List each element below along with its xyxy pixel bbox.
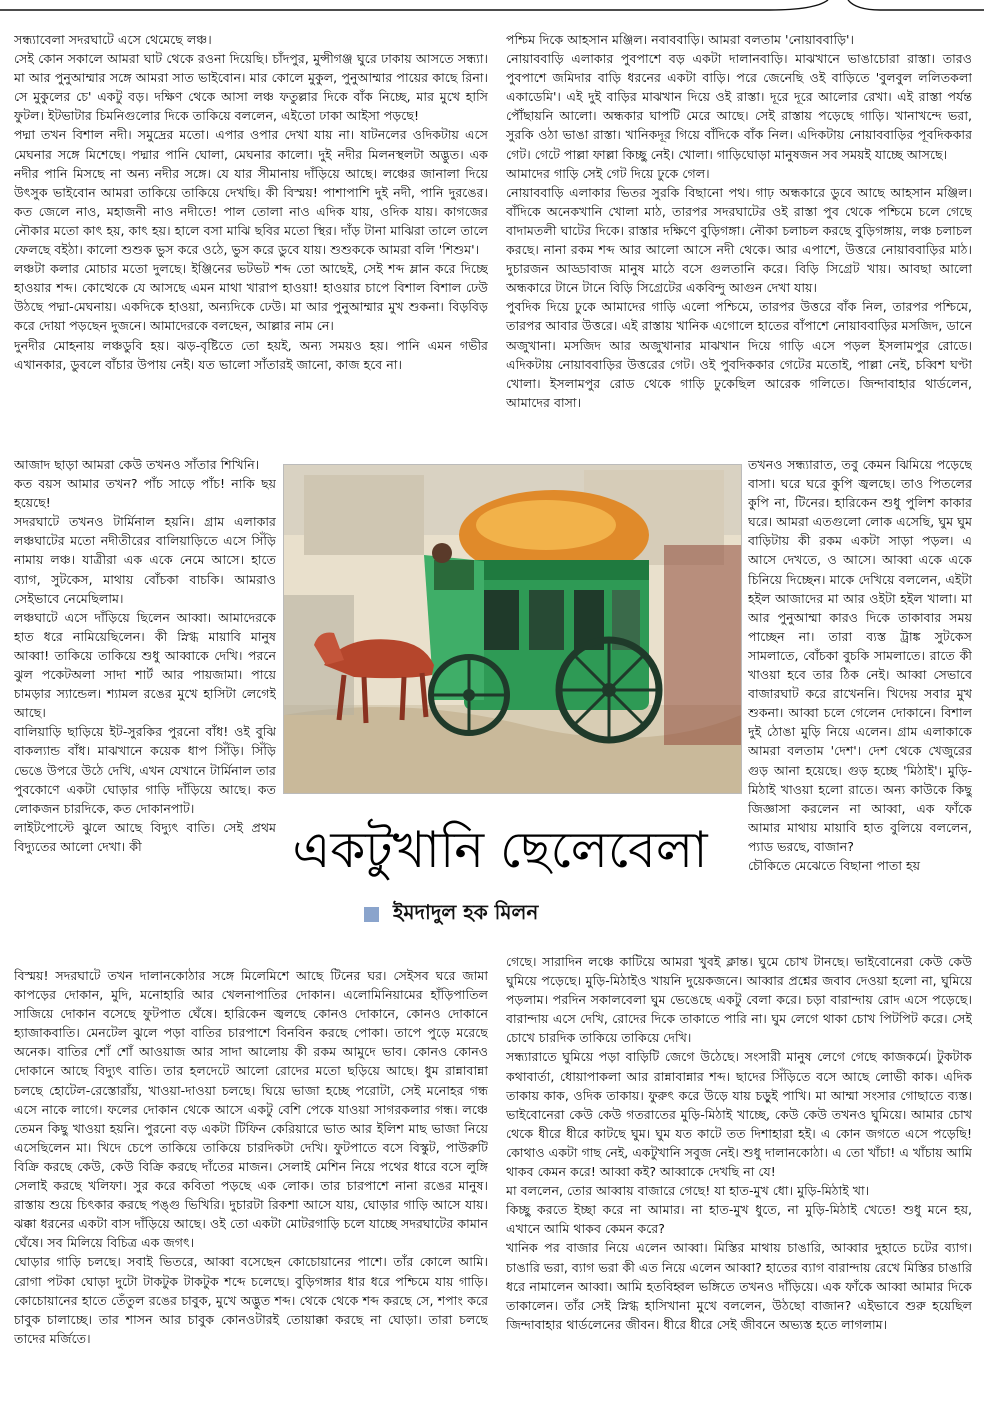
paragraph: আজাদ ছাড়া আমরা কেউ তখনও সাঁতার শিখিনি। <box>14 457 260 472</box>
paragraph: ঘোড়ার গাড়ি চলছে। সবাই ভিতরে, আব্বা বসেছেন কোচোয়ানের পাশে। তাঁর কোলে আমি। রোগা পটকা ঘোড়া দুটো টাকটুক টাকটুক শব্দে চলেছে। বুড়িগঙ্গার ধার ধরে পশ্চিমে যায় গাড়ি। কোচোয়ানের হাতে তেঁতুল রঙের চাবুক, মুখে অদ্ভুত শব্দ। থেকে থেকে শব্দ করছে সে, শপাং করে চাবুক চালাচ্ছে। তার শাসন আর চাবুক কোনওটারই তোয়াক্কা করছে না ঘোড়া। তারা চলছে তাদের মর্জিতে। <box>14 1254 488 1346</box>
paragraph: সেই কোন সকালে আমরা ঘাট থেকে রওনা দিয়েছি। চাঁদপুর, মুন্সীগঞ্জ ঘুরে ঢাকায় আসতে সন্ধ্যা। মা আর পুনুআম্মার সঙ্গে আমরা সাত ভাইবোন। মার কোলে মুকুল, পুনুআম্মার পায়ের কাছে রিনা। সে মুকুলের চে' একটু বড়। দক্ষিণ থেকে আসা লঞ্চ ফতুল্লার দিকে বাঁক নিচ্ছে, মার মুখে হাসি ফুটল। ইটভাটার চিমনিগুলোর দিকে তাকিয়ে বললেন, এইতো ঢাকা আইসা পড়ছে! <box>14 51 488 124</box>
paragraph: মা বললেন, তোর আব্বায় বাজারে গেছে! যা হাত-মুখ ধো। মুড়ি-মিঠাই খা। <box>506 1183 870 1199</box>
paragraph: নোয়াববাড়ি এলাকার ভিতর সুরকি বিছানো পথ। গাঢ় অন্ধকারে ডুবে আছে আহসান মঞ্জিল। বাঁদিকে অনেকখানি খোলা মাঠ, তারপর সদরঘাটের ওই রাস্তা পুব থেকে পশ্চিমে চলে গেছে বাদামতলী ঘাটের দিকে। রাস্তার দক্ষিণে বুড়িগঙ্গা। নৌকা চলাচল করছে বুড়িগঙ্গায়, লঞ্চ চলাচল করছে। নানা রকম শব্দ আর আলো আসে নদী থেকে। আর এপাশে, উত্তরে নোয়াববাড়ির মাঠ। দুচারজন আড্ডাবাজ মানুষ মাঠে বসে গুলতানি করে। বিড়ি সিগ্রেট খায়। আবছা আলো অন্ধকারে টানে টানে বিড়ি সিগ্রেটের একবিন্দু আগুন দেখা যায়। <box>506 184 972 296</box>
article-column-middle-left <box>14 455 276 975</box>
article-column-top-right <box>506 30 972 462</box>
author-name: ইমদাদুল হক মিলন <box>393 899 539 924</box>
article-column-top-left <box>14 30 488 462</box>
paragraph: বিস্ময়! সদরঘাটে তখন দালানকোঠার সঙ্গে মিলেমিশে আছে টিনের ঘর। সেইসব ঘরে জামা কাপড়ের দোকান, মুদি, মনোহারি আর খেলনাপাতির দোকান। এলোমিনিয়ামের হাঁড়িপাতিল সাজিয়ে দোকান বসেছে ফুটপাত ঘেঁষে। হারিকেন জ্বলছে কোনও দোকানে, কোনও দোকানে হ্যাজাকবাতি। মেনটেল ঝুলে পড়া বাতির চারপাশে বিনবিন করছে পোকা। তাপে পুড়ে মরেছে অনেক। বাতির শোঁ শোঁ আওয়াজ আর সাদা আলোয় কী রকম আমুদে ভাব। কোনও কোনও দোকানে আছে বিদ্যুৎ বাতি। তার হলদেটে আলো রোদের মতো ছড়িয়ে আছে। ধুম রান্নাবান্না চলছে হোটেল-রেস্তোরাঁয়, খাওয়া-দাওয়া চলছে। ঘিয়ে ভাজা হচ্ছে পরোটা, সেই মনোহর গন্ধ এসে নাকে লাগে। ফলের দোকান থেকে আসে একটু বেশি পেকে যাওয়া সাগরকলার গন্ধ। লঞ্চে তেমন কিছু খাওয়া হয়নি। পুরনো বড় একটা টিফিন কেরিয়ারে ভাত আর ইলিশ মাছ ভাজা নিয়ে এসেছিলেন মা। খিদে চেপে তাকিয়ে তাকিয়ে চারদিকটা দেখি। ফুটপাতে বসে বিস্কুট, পাউরুটি বিক্রি করছে কেউ, কেউ বিক্রি করছে দাঁতের মাজন। সেলাই মেশিন নিয়ে পথের ধারে বসে লুঙ্গি সেলাই করছে খলিফা। সুর করে কবিতা পড়ছে এক লোক। তার চারপাশে নানা রঙের মানুষ। রাস্তায় শুয়ে চিৎকার করছে পঙ্গু ভিখিরি। দুচারটা রিকশা আসে যায়, ঘোড়ার গাড়ি আসে যায়। ঝক্কা ধরনের একটা বাস দাঁড়িয়ে আছে। ওই তো একটা মোটরগাড়ি চলে যাচ্ছে সদরঘাটের কামান ঘেঁষে। সব মিলিয়ে বিচিত্র এক জগৎ। <box>14 968 488 1251</box>
carriage-illustration <box>283 464 742 794</box>
paragraph: বালিয়াড়ি ছাড়িয়ে ইট-সুরকির পুরনো বাঁধ! ওই বুঝি বাকল্যান্ড বাঁধ। মাঝখানে কয়েক ধাপ সিঁড়ি। সিঁড়ি ভেঙে উপরে উঠে দেখি, এখন যেখানে টার্মিনাল তার পুবকোণে একটা ঘোড়ার গাড়ি দাঁড়িয়ে আছে। কত লোকজন চারদিকে, কত দোকানপাট। <box>14 724 276 816</box>
paragraph: সন্ধ্যারাতে ঘুমিয়ে পড়া বাড়িটি জেগে উঠেছে। সংসারী মানুষ লেগে গেছে কাজকর্মে। টুকটাক কথাবার্তা, ধোয়াপাকলা আর রান্নাবান্নার শব্দ। ছাদের সিঁড়িতে বসে আছে লোভী কাক। এদিক তাকায় কাক, ওদিক তাকায়। ফুরুৎ করে উড়ে যায় চড়ুই পাখি। মা আম্মা সংসার গোছাতে ব্যস্ত। ভাইবোনেরা কেউ কেউ গতরাতের মুড়ি-মিঠাই খাচ্ছে, কেউ কেউ তখনও ঘুমিয়ে। আমার চোখ থেকে ধীরে ধীরে কাটছে ঘুম। ঘুম যত কাটে তত দিশাহারা হই। এ কোন জগতে এসে পড়েছি! কোথাও একটা গাছ নেই, একটুখানি সবুজ নেই। শুধু দালানকোঠা। এ তো খাঁচা! এ খাঁচায় আমি থাকব কেমন করে! আব্বা কই? আব্বাকে দেখছি না যে! <box>506 1049 972 1180</box>
paragraph: গেছে। সারাদিন লঞ্চে কাটিয়ে আমরা খুবই ক্লান্ত। ঘুমে চোখ টানছে। ভাইবোনেরা কেউ কেউ ঘুমিয়ে পড়েছে। মুড়ি-মিঠাইও খায়নি দুয়েকজনে। আব্বার প্রশ্নের জবাব দেওয়া হলো না, ঘুমিয়ে পড়লাম। পরদিন সকালবেলা ঘুম ভেঙেছে একটু বেলা করে। চড়া বারান্দায় রোদ এসে পড়েছে। বারান্দায় এসে দেখি, রোদের দিকে তাকাতে পারি না। ঘুম লেগে থাকা চোখ পিটপিট করে। সেই চোখে চারদিক তাকিয়ে তাকিয়ে দেখি। <box>506 954 972 1046</box>
paragraph: আমাদের গাড়ি সেই গেট দিয়ে ঢুকে গেল। <box>506 165 710 181</box>
paragraph: সন্ধ্যাবেলা সদরঘাটে এসে থেমেছে লঞ্চ। <box>14 32 212 47</box>
paragraph: সদরঘাটে তখনও টার্মিনাল হয়নি। গ্রাম এলাকার লঞ্চঘাটের মতো নদীতীরের বালিয়াড়িতে এসে সিঁড়ি নামায় লঞ্চ। যাত্রীরা এক একে নেমে আসে। হাতে ব্যাগ, সুটকেস, মাথায় বোঁচকা বাচকি। আমরাও সেইভাবে নেমেছিলাম। <box>14 514 276 606</box>
article-column-bottom-right <box>506 952 972 1384</box>
paragraph: নোয়াববাড়ি এলাকার পুবপাশে বড় একটা দালানবাড়ি। মাঝখানে ভাঙাচোরা রাস্তা। তারও পুবপাশে জমিদার বাড়ি ধরনের একটা বাড়ি। পরে জেনেছি ওই বাড়িতে 'বুলবুল ললিতকলা একাডেমি'। এই দুই বাড়ির মাঝখান দিয়ে ওই রাস্তা। দূরে দূরে আলোর রেখা। এই রাস্তা পর্যন্ত পৌঁছায়নি আলো। অন্ধকার ঘাপটি মেরে আছে। সেই রাস্তায় পড়েছে গাড়ি। খানাখন্দে ভরা, সুরকি ওঠা ভাঙা রাস্তা। খানিকদূর গিয়ে বাঁদিকে বাঁক নিল। এদিকটায় নোয়াববাড়ির পূবদিককার গেট। গেটে পাল্লা ফাল্লা কিচ্ছু নেই। খোলা। গাড়িঘোড়া মানুষজন সব সময়ই যাচ্ছে আসছে। <box>506 51 972 162</box>
paragraph: পুবদিক দিয়ে ঢুকে আমাদের গাড়ি এলো পশ্চিমে, তারপর উত্তরে বাঁক নিল, তারপর পশ্চিমে, তারপর আবার উত্তরে। এই রাস্তায় খানিক এগোলে হাতের বাঁপাশে নোয়াববাড়ির মসজিদ, ডানে অজুখানা। মসজিদ আর অজুখানার মাঝখান দিয়ে গাড়ি এসে পড়ল ইসলামপুর রোডে। এদিকটায় নোয়াববাড়ির উত্তরের গেট। ওই পুবদিককার গেটের মতোই, পাল্লা নেই, চব্বিশ ঘণ্টা খোলা। ইসলামপুর রোড থেকে গাড়ি ঢুকেছিল আরেক গলিতে। জিন্দাবাহার থার্ডলেন, আমাদের বাসা। <box>506 299 972 410</box>
paragraph: চৌকিতে মেঝেতে বিছানা পাতা হয় <box>748 857 921 873</box>
paragraph: লঞ্চঘাটে এসে দাঁড়িয়ে ছিলেন আব্বা। আমাদেরকে হাত ধরে নামিয়েছিলেন। কী স্নিগ্ধ মায়াবি মানুষ আব্বা! তাকিয়ে তাকিয়ে শুধু আব্বাকে দেখি। পরনে ঝুল পকেটঅলা সাদা শার্ট আর পায়জামা। পায়ে চামড়ার স্যান্ডেল। শ্যামল রঙের মুখে হাসিটা লেগেই আছে। <box>14 609 276 721</box>
paragraph: লঞ্চটা কলার মোচার মতো দুলছে। ইঞ্জিনের ভটভট শব্দ তো আছেই, সেই শব্দ ম্লান করে দিচ্ছে হাওয়ার শব্দ। কোত্থেকে যে আসছে এমন মাথা খারাপ হাওয়া! হাওয়ার চাপে বিশাল বিশাল ঢেউ উঠছে পদ্মা-মেঘনায়। একদিকে হাওয়া, অন্যদিকে ঢেউ। মা আর পুনুআম্মার মুখ শুকনা। বিড়বিড় করে দোয়া পড়ছেন দুজনে। আমাদেরকে বলছেন, আল্লার নাম নে। <box>14 261 488 334</box>
paragraph: পশ্চিম দিকে আহসান মঞ্জিল। নবাববাড়ি। আমরা বলতাম 'নোয়াববাড়ি'। <box>506 32 855 47</box>
paragraph: লাইটপোস্টে ঝুলে আছে বিদ্যুৎ বাতি। সেই প্রথম বিদ্যুতের আলো দেখা। কী <box>14 819 276 854</box>
paragraph: কিচ্ছু করতে ইচ্ছা করে না আমার। না হাত-মুখ ধুতে, না মুড়ি-মিঠাই খেতে! শুধু মনে হয়, এখানে আমি থাকব কেমন করে? <box>506 1202 972 1237</box>
article-column-bottom-left <box>14 966 488 1386</box>
paragraph: তখনও সন্ধ্যারাত, তবু কেমন ঝিমিয়ে পড়েছে বাসা। ঘরে ঘরে কুপি জ্বলছে। তাও পিতলের কুপি না, টিনের। হারিকেন শুধু পুলিশ কাকার ঘরে। আমরা এতগুলো লোক এসেছি, ঘুম ঘুম বাড়িটায় কী রকম একটা সাড়া পড়ল। এ আসে দেখতে, ও আসে। আব্বা একে একে চিনিয়ে দিচ্ছেন। মাকে দেখিয়ে বললেন, এইটা হইল আজাদের মা আর ওইটা হইল খালা। মা আর পুনুআম্মা কারও দিকে তাকাবার সময় পাচ্ছেন না। তারা ব্যস্ত ট্রাঙ্ক সুটকেস সামলাতে, বোঁচকা বুচকি সামলাতে। রাতে কী খাওয়া হবে তার ঠিক নেই। আব্বা সেভাবে বাজারঘাট করে রাখেননি। খিদেয় সবার মুখ শুকনা। আব্বা চলে গেলেন দোকানে। বিশাল দুই ঠোঙা মুড়ি নিয়ে এলেন। গ্রাম এলাকাকে আমরা বলতাম 'দেশ'। দেশ থেকে খেজুরের গুড় আনা হয়েছে। গুড় হচ্ছে 'মিঠাই'। মুড়ি-মিঠাই খাওয়া হলো রাতে। অন্য কাউকে কিছু জিজ্ঞাসা করলেন না আব্বা, এক ফাঁকে আমার মাথায় মায়াবি হাত বুলিয়ে বললেন, প্যাড ভরছে, বাজান? <box>748 457 972 854</box>
paragraph: পদ্মা তখন বিশাল নদী। সমুদ্রের মতো। এপার ওপার দেখা যায় না। ষাটনলের ওদিকটায় এসে মেঘনার সঙ্গে মিশেছে। পদ্মার পানি ঘোলা, মেঘনার কালো। দুই নদীর মিলনস্থলটা অদ্ভুত। এক নদীর পানি মিসছে না অন্য নদীর সঙ্গে। যে যার সীমানায় দাঁড়িয়ে আছে। লঞ্চের জানালা দিয়ে উৎসুক ভাইবোন আমরা তাকিয়ে তাকিয়ে দেখছি। কী বিস্ময়! পাশাপাশি দুই নদী, পানি দুরঙের। কত জেলে নাও, মহাজনী নাও নদীতে! পাল তোলা নাও এদিক যায়, ওদিক যায়। কাগজের নৌকার মতো কাৎ হয়, কাৎ হয়। হালে বসা মাঝি ছবির মতো স্থির। দাঁড় টানা মাঝিরা তালে তালে ফেলছে বইঠা। কালো শুশুক ভুস করে ওঠে, ভুস করে ডুবে যায়। শুশুককে আমরা বলি 'শিশুম'। <box>14 127 488 258</box>
byline-marker-icon <box>364 907 379 922</box>
article-column-middle-right <box>748 455 972 965</box>
article-title: একটুখানি ছেলেবেলা <box>292 821 708 879</box>
paragraph: খানিক পর বাজার নিয়ে এলেন আব্বা। মিস্তির মাথায় চাঙারি, আব্বার দুহাতে চটের ব্যাগ। চাঙারি ভরা, ব্যাগ ভরা কী এত নিয়ে এলেন আব্বা? হাতের ব্যাগ বারান্দায় রেখে মিস্তির চাঙারি ধরে নামালেন আব্বা। আমি হতবিহ্বল ভঙ্গিতে তখনও দাঁড়িয়ে। এক ফাঁকে আব্বা আমার দিকে তাকালেন। তাঁর সেই স্নিগ্ধ হাসিখানা মুখে বললেন, উঠছো বাজান? এইভাবে শুরু হয়েছিল জিন্দাবাহার থার্ডলেনের জীবন। ধীরে ধীরে সেই জীবনে অভ্যস্ত হতে লাগলাম। <box>506 1240 972 1332</box>
byline <box>364 898 664 930</box>
paragraph: কত বয়স আমার তখন? পাঁচ সাড়ে পাঁচ! নাকি ছয় হয়েছে! <box>14 476 276 511</box>
page-top-border <box>0 0 984 30</box>
paragraph: দুনদীর মোহনায় লঞ্চডুবি হয়। ঝড়-বৃষ্টিতে তো হয়ই, অন্য সময়ও হয়। পানি এমন গভীর এখানকার, ডুবলে বাঁচার উপায় নেই। যত ভালো সাঁতারই জানো, কাজ হবে না। <box>14 337 488 372</box>
